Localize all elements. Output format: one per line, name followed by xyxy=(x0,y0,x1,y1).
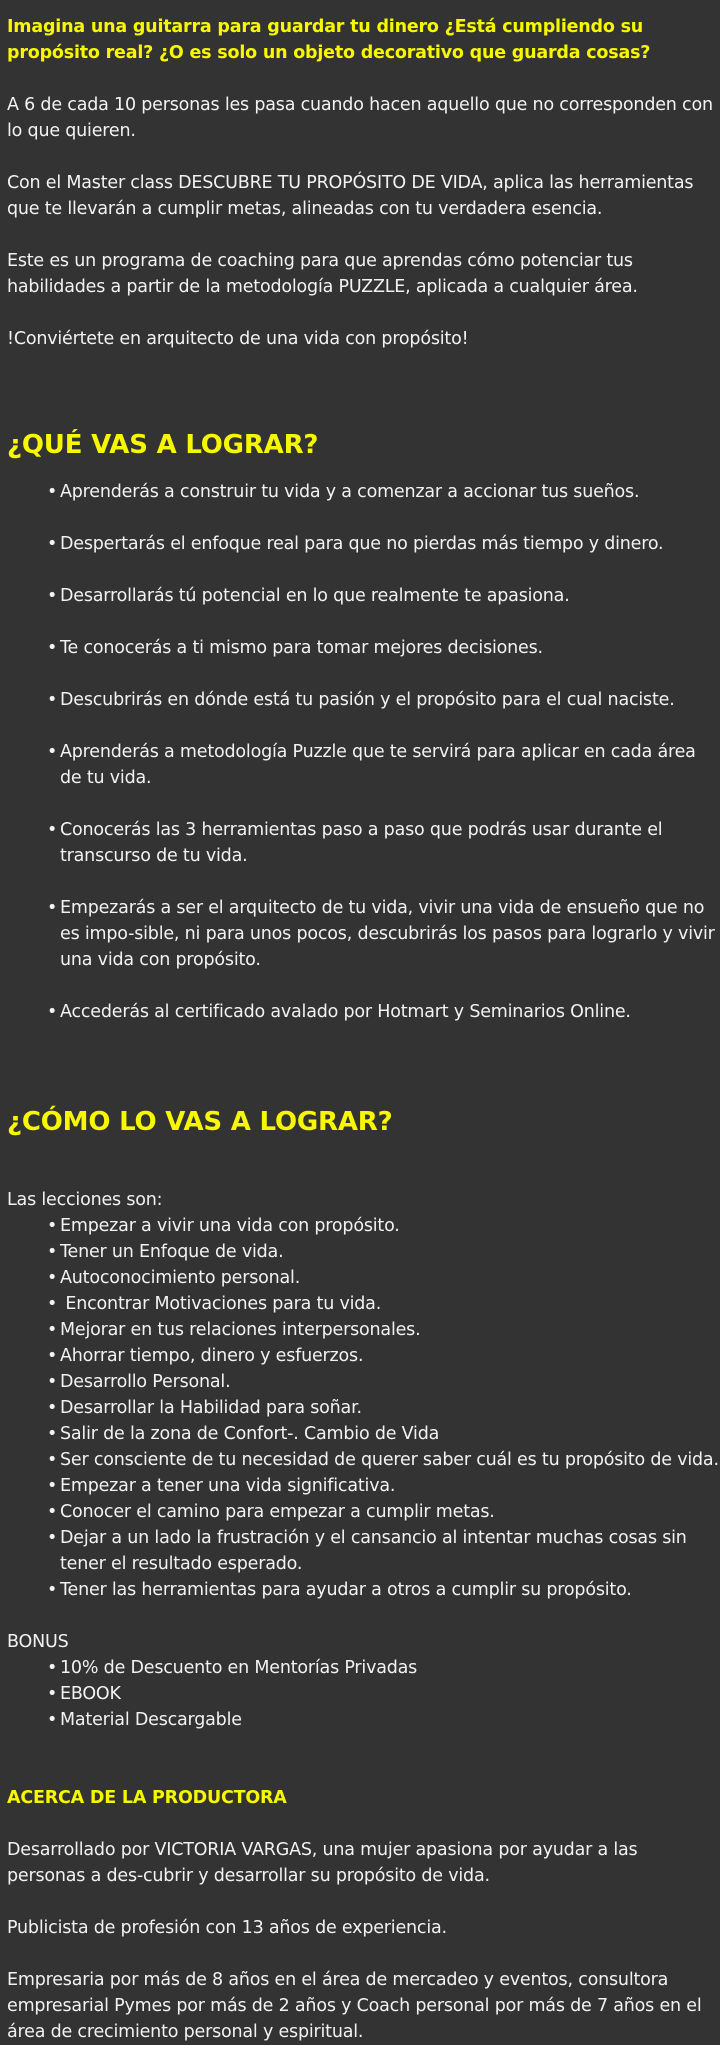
lesson-item: • Empezar a vivir una vida con propósito. xyxy=(47,1213,719,1239)
lesson-item: • Tener un Enfoque de vida. xyxy=(47,1239,719,1265)
lesson-item: • Desarrollar la Habilidad para soñar. xyxy=(47,1395,719,1421)
lessons-label: Las lecciones son: xyxy=(7,1190,163,1210)
lesson-item: • Encontrar Motivaciones para tu vida. xyxy=(47,1291,719,1317)
intro-paragraph: Este es un programa de coaching para que aprendas cómo potenciar tus habilidades a partir de la metodología PUZZLE, aplicada a cualquier área. xyxy=(7,251,638,297)
lesson-item: • Ahorrar tiempo, dinero y esfuerzos. xyxy=(47,1343,719,1369)
lesson-item: • Ser consciente de tu necesidad de querer saber cuál es tu propósito de vida. xyxy=(47,1447,719,1473)
goals-list-item: • Te conocerás a ti mismo para tomar mejores decisiones. xyxy=(47,635,719,661)
lesson-item: • Empezar a tener una vida significativa. xyxy=(47,1473,719,1499)
goals-list-item: • Aprenderás a construir tu vida y a comenzar a accionar tus sueños. xyxy=(47,479,719,505)
lesson-item: • Dejar a un lado la frustración y el cansancio al intentar muchas cosas sin tener el resultado esperado. xyxy=(47,1525,719,1577)
lesson-item: • Desarrollo Personal. xyxy=(47,1369,719,1395)
producer-paragraph: Desarrollado por VICTORIA VARGAS, una mujer apasiona por ayudar a las personas a des-cubrir y desarrollar su propósito de vida. xyxy=(7,1840,638,1886)
goals-list-item: • Empezarás a ser el arquitecto de tu vida, vivir una vida de ensueño que no es impo-sible, ni para unos pocos, descubrirás los pasos para lograrlo y vivir una vida con propósito. xyxy=(47,895,719,973)
goals-list-item: • Desarrollarás tú potencial en lo que realmente te apasiona. xyxy=(47,583,719,609)
intro-paragraph: Con el Master class DESCUBRE TU PROPÓSITO DE VIDA, aplica las herramientas que te llevarán a cumplir metas, alineadas con tu verdadera esencia. xyxy=(7,173,694,219)
goals-list-item: • Despertarás el enfoque real para que no pierdas más tiempo y dinero. xyxy=(47,531,719,557)
lesson-item: • Mejorar en tus relaciones interpersonales. xyxy=(47,1317,719,1343)
producer-heading: ACERCA DE LA PRODUCTORA xyxy=(7,1788,287,1808)
bonus-item: • Material Descargable xyxy=(47,1707,719,1733)
goals-list-item: • Descubrirás en dónde está tu pasión y el propósito para el cual naciste. xyxy=(47,687,719,713)
producer-paragraph: Empresaria por más de 8 años en el área de mercadeo y eventos, consultora empresarial Pymes por más de 2 años y Coach personal por más de 7 años en el área de crecimiento personal y espiritual. xyxy=(7,1970,702,2042)
goals-list-item: • Aprenderás a metodología Puzzle que te servirá para aplicar en cada área de tu vida. xyxy=(47,739,719,791)
producer-paragraph: Publicista de profesión con 13 años de experiencia. xyxy=(7,1918,447,1938)
goals-list-item: • Conocerás las 3 herramientas paso a paso que podrás usar durante el transcurso de tu vida. xyxy=(47,817,719,869)
lessons-list xyxy=(7,1213,719,1603)
bonus-label: BONUS xyxy=(7,1632,69,1652)
lesson-item: • Salir de la zona de Confort-. Cambio de Vida xyxy=(47,1421,719,1447)
how-heading: ¿CÓMO LO VAS A LOGRAR? xyxy=(7,1107,393,1137)
intro-title: Imagina una guitarra para guardar tu dinero ¿Está cumpliendo su propósito real? ¿O es solo un objeto decorativo que guarda cosas? xyxy=(7,17,651,63)
goals-list xyxy=(7,479,719,1025)
lesson-item: • Tener las herramientas para ayudar a otros a cumplir su propósito. xyxy=(47,1577,719,1603)
lesson-item: • Autoconocimiento personal. xyxy=(47,1265,719,1291)
bonus-list xyxy=(7,1655,719,1733)
intro-paragraph: !Conviértete en arquitecto de una vida con propósito! xyxy=(7,329,469,349)
lesson-item: • Conocer el camino para empezar a cumplir metas. xyxy=(47,1499,719,1525)
goals-heading: ¿QUÉ VAS A LOGRAR? xyxy=(7,430,319,460)
bonus-item: • EBOOK xyxy=(47,1681,719,1707)
intro-paragraph: A 6 de cada 10 personas les pasa cuando hacen aquello que no corresponden con lo que quieren. xyxy=(7,95,713,141)
bonus-item: • 10% de Descuento en Mentorías Privadas xyxy=(47,1655,719,1681)
goals-list-item: • Accederás al certificado avalado por Hotmart y Seminarios Online. xyxy=(47,999,719,1025)
